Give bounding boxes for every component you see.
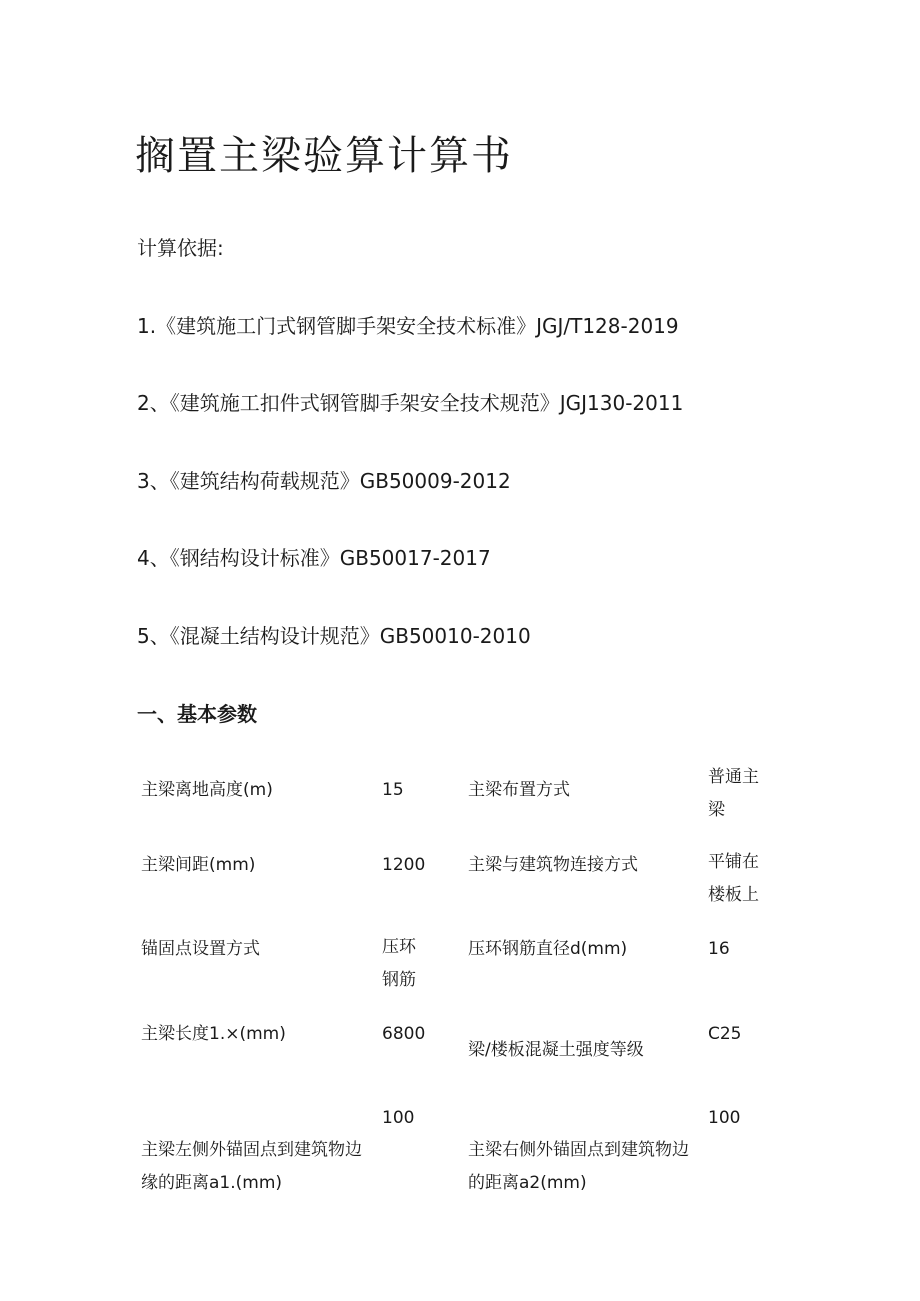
param-value: 1200 bbox=[382, 855, 426, 875]
reference-item: 1.《建筑施工门式钢管脚手架安全技术标准》JGJ/T128-2019 bbox=[137, 314, 679, 338]
param-label: 梁/楼板混凝土强度等级 bbox=[468, 1040, 644, 1060]
page-title: 搁置主梁验算计算书 bbox=[135, 133, 513, 179]
param-label: 主梁间距(mm) bbox=[141, 855, 256, 875]
reference-item: 5、《混凝土结构设计规范》GB50010-2010 bbox=[137, 624, 531, 648]
param-value: 6800 bbox=[382, 1024, 426, 1044]
param-value: 100 bbox=[708, 1108, 741, 1128]
param-label: 主梁布置方式 bbox=[468, 780, 570, 800]
param-label: 主梁离地高度(m) bbox=[141, 780, 273, 800]
param-label: 主梁右侧外锚固点到建筑物边的距离a2(mm) bbox=[468, 1140, 689, 1193]
param-label: 压环钢筋直径d(mm) bbox=[468, 939, 628, 959]
param-label: 主梁长度1.×(mm) bbox=[141, 1024, 286, 1044]
param-value: 100 bbox=[382, 1108, 415, 1128]
param-value: C25 bbox=[708, 1024, 742, 1044]
reference-item: 2、《建筑施工扣件式钢管脚手架安全技术规范》JGJ130-2011 bbox=[137, 391, 684, 415]
param-label: 主梁与建筑物连接方式 bbox=[468, 855, 638, 875]
basis-heading: 计算依据: bbox=[137, 236, 224, 260]
param-value: 压环钢筋 bbox=[382, 937, 416, 990]
param-value: 平铺在楼板上 bbox=[708, 852, 759, 905]
reference-item: 4、《钢结构设计标准》GB50017-2017 bbox=[137, 546, 491, 570]
param-label: 主梁左侧外锚固点到建筑物边缘的距离a1.(mm) bbox=[141, 1140, 362, 1193]
section-title: 一、基本参数 bbox=[137, 702, 257, 726]
reference-item: 3、《建筑结构荷载规范》GB50009-2012 bbox=[137, 469, 511, 493]
param-label: 锚固点设置方式 bbox=[141, 939, 260, 959]
param-value: 普通主梁 bbox=[708, 767, 759, 820]
param-value: 16 bbox=[708, 939, 730, 959]
param-value: 15 bbox=[382, 780, 404, 800]
